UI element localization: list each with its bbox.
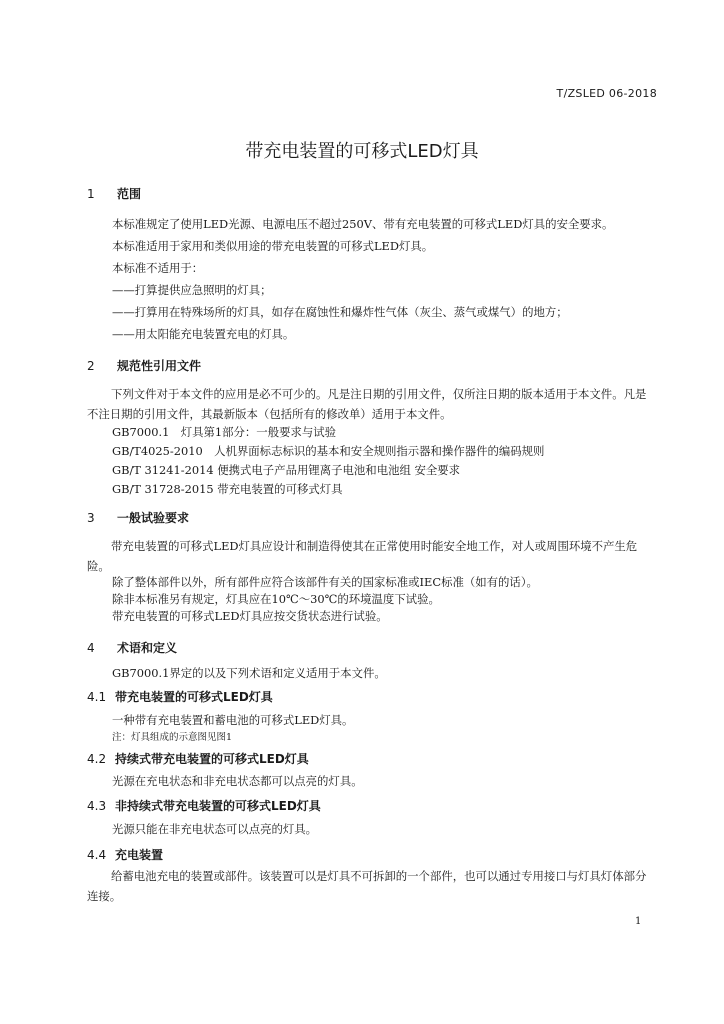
subsection-4-3-heading xyxy=(87,797,321,814)
page-number: 1 xyxy=(635,916,642,927)
paragraph: 下列文件对于本文件的应用是必不可少的。凡是注日期的引用文件，仅所注日期的版本适用于本文件。凡是不注日期的引用文件，其最新版本（包括所有的修改单）适用于本文件。 xyxy=(87,387,647,421)
subsection-number: 4.3 xyxy=(87,799,107,813)
section-title: 术语和定义 xyxy=(117,641,178,655)
section-4-heading xyxy=(87,639,177,656)
section-title: 范围 xyxy=(117,187,142,201)
section-3-heading xyxy=(87,509,189,526)
section-1-heading xyxy=(87,185,141,202)
paragraph: 光源只能在非充电状态可以点亮的灯具。 xyxy=(112,822,318,836)
paragraph: 光源在充电状态和非充电状态都可以点亮的灯具。 xyxy=(112,774,363,788)
paragraph: 除非本标准另有规定，灯具应在10℃～30℃的环境温度下试验。 xyxy=(112,592,440,606)
subsection-title: 充电装置 xyxy=(115,848,164,862)
subsection-number: 4.4 xyxy=(87,848,107,862)
reference-item: GB/T4025-2010 人机界面标志标识的基本和安全规则指示器和操作器件的编码规则 xyxy=(112,444,545,458)
section-number: 4 xyxy=(87,641,95,655)
paragraph: 给蓄电池充电的装置或部件。该装置可以是灯具不可拆卸的一个部件，也可以通过专用接口与灯具灯体部分连接。 xyxy=(87,869,647,903)
section-title: 规范性引用文件 xyxy=(117,359,202,373)
subsection-4-1-heading xyxy=(87,688,273,705)
paragraph: 本标准规定了使用LED光源、电源电压不超过250V、带有充电装置的可移式LED灯具的安全要求。 xyxy=(112,217,614,231)
subsection-4-4-heading xyxy=(87,846,163,863)
note: 注：灯具组成的示意图见图1 xyxy=(112,732,233,743)
list-item: ——打算用在特殊场所的灯具，如存在腐蚀性和爆炸性气体（灰尘、蒸气或煤气）的地方； xyxy=(112,305,568,319)
list-item: ——打算提供应急照明的灯具； xyxy=(112,283,272,297)
paragraph: 除了整体部件以外，所有部件应符合该部件有关的国家标准或IEC标准（如有的话）。 xyxy=(112,575,538,589)
paragraph: 一种带有充电装置和蓄电池的可移式LED灯具。 xyxy=(112,713,354,727)
paragraph: 带充电装置的可移式LED灯具应按交货状态进行试验。 xyxy=(112,609,388,623)
section-2-heading xyxy=(87,357,201,374)
paragraph: 带充电装置的可移式LED灯具应设计和制造得使其在正常使用时能安全地工作，对人或周围环境不产生危险。 xyxy=(87,539,638,573)
subsection-title: 非持续式带充电装置的可移式LED灯具 xyxy=(115,799,321,813)
paragraph: GB7000.1界定的以及下列术语和定义适用于本文件。 xyxy=(112,666,386,680)
document-code: T/ZSLED 06-2018 xyxy=(556,87,657,100)
section-number: 2 xyxy=(87,359,95,373)
section-number: 3 xyxy=(87,511,95,525)
reference-item: GB/T 31728-2015 带充电装置的可移式灯具 xyxy=(112,482,343,496)
subsection-4-2-heading xyxy=(87,750,309,767)
section-number: 1 xyxy=(87,187,95,201)
list-item: ——用太阳能充电装置充电的灯具。 xyxy=(112,327,295,341)
subsection-title: 带充电装置的可移式LED灯具 xyxy=(115,690,273,704)
subsection-title: 持续式带充电装置的可移式LED灯具 xyxy=(115,752,309,766)
reference-item: GB/T 31241-2014 便携式电子产品用锂离子电池和电池组 安全要求 xyxy=(112,463,461,477)
subsection-number: 4.1 xyxy=(87,690,107,704)
paragraph: 本标准不适用于： xyxy=(112,261,204,275)
reference-item: GB7000.1 灯具第1部分：一般要求与试验 xyxy=(112,425,337,439)
document-title: 带充电装置的可移式LED灯具 xyxy=(245,141,479,162)
paragraph: 本标准适用于家用和类似用途的带充电装置的可移式LED灯具。 xyxy=(112,239,434,253)
subsection-number: 4.2 xyxy=(87,752,107,766)
section-title: 一般试验要求 xyxy=(117,511,190,525)
